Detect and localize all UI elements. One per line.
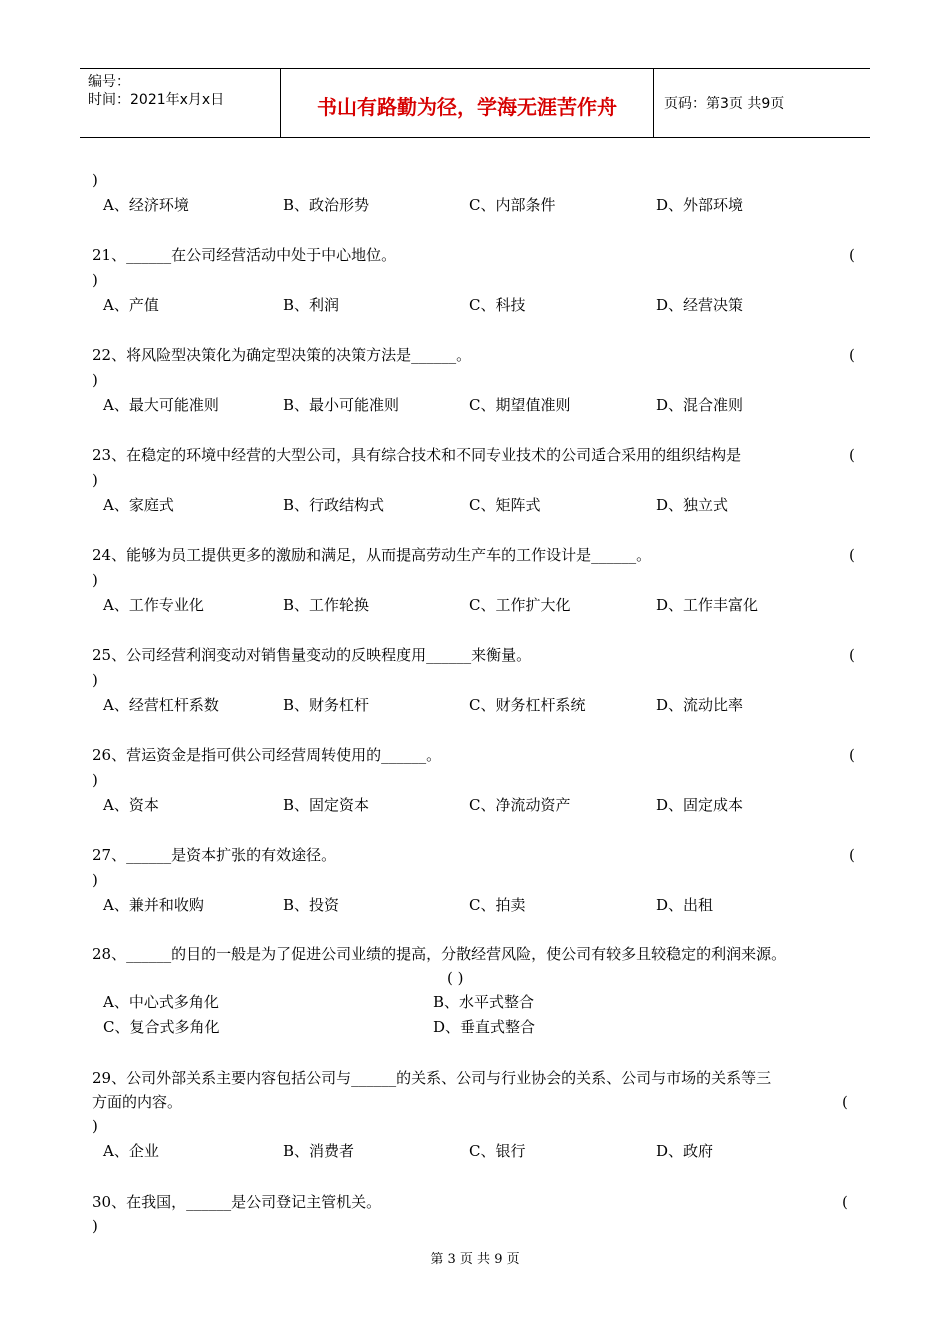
option-d: D、经营决策 (656, 296, 744, 314)
question-open-paren: ( (849, 346, 855, 364)
question-close-paren: ) (92, 1217, 98, 1235)
question-close-paren: ) (92, 871, 98, 889)
option-b: B、投资 (283, 896, 340, 914)
answer-parens: ( ) (447, 969, 464, 987)
question-text: 30、在我国，______是公司登记主管机关。 (92, 1193, 382, 1211)
option-b: B、最小可能准则 (283, 396, 400, 414)
option-b: B、固定资本 (283, 796, 370, 814)
question-text: 29、公司外部关系主要内容包括公司与______的关系、公司与行业协会的关系、公司与市场的关系等三 (92, 1069, 772, 1087)
question-text: 23、在稳定的环境中经营的大型公司，具有综合技术和不同专业技术的公司适合采用的组织结构是 (92, 446, 742, 464)
question-text: 24、能够为员工提供更多的激励和满足，从而提高劳动生产车的工作设计是______。 (92, 546, 652, 564)
option-a: A、最大可能准则 (103, 396, 219, 414)
question-text-continued: 方面的内容。 (92, 1093, 183, 1111)
option-a: A、企业 (103, 1142, 159, 1160)
question-close-paren: ) (92, 771, 98, 789)
option-b: B、工作轮换 (283, 596, 370, 614)
option-c: C、工作扩大化 (469, 596, 571, 614)
page-footer: 第 3 页 共 9 页 (430, 1252, 520, 1267)
option-b: B、行政结构式 (283, 496, 385, 514)
option-c: C、内部条件 (469, 196, 556, 214)
option-a: A、工作专业化 (103, 596, 204, 614)
header-page-cell (654, 69, 870, 137)
question-open-paren: ( (849, 746, 855, 764)
option-b: B、水平式整合 (433, 993, 535, 1011)
option-a: A、家庭式 (103, 496, 174, 514)
question-close-paren: ) (92, 371, 98, 389)
question-open-paren: ( (842, 1193, 848, 1211)
question-text: 21、______在公司经营活动中处于中心地位。 (92, 246, 397, 264)
option-b: B、政治形势 (283, 196, 370, 214)
question-open-paren: ( (849, 446, 855, 464)
question-open-paren: ( (849, 246, 855, 264)
question-close-paren: ) (92, 571, 98, 589)
time-label: 时间：2021年x月x日 (88, 92, 225, 108)
option-a: A、资本 (103, 796, 159, 814)
question-text: 28、______的目的一般是为了促进公司业绩的提高，分散经营风险，使公司有较多且较稳定的利润来源。 (92, 945, 787, 963)
question-close-paren: ) (92, 671, 98, 689)
option-d: D、垂直式整合 (433, 1018, 536, 1036)
option-d: D、出租 (656, 896, 714, 914)
option-a: A、经济环境 (103, 196, 189, 214)
question-text: 22、将风险型决策化为确定型决策的决策方法是______。 (92, 346, 472, 364)
option-a: A、产值 (103, 296, 159, 314)
option-d: D、流动比率 (656, 696, 744, 714)
motto: 书山有路勤为径，学海无涯苦作舟 (317, 95, 617, 119)
option-a: A、兼并和收购 (103, 896, 204, 914)
option-d: D、独立式 (656, 496, 729, 514)
option-d: D、工作丰富化 (656, 596, 759, 614)
header-meta-cell (80, 69, 281, 137)
option-c: C、拍卖 (469, 896, 526, 914)
option-d: D、政府 (656, 1142, 714, 1160)
option-d: D、固定成本 (656, 796, 744, 814)
header-motto-cell (281, 69, 654, 137)
option-c: C、期望值准则 (469, 396, 571, 414)
question-close-paren: ) (92, 1117, 98, 1135)
page-number-label: 页码：第3页 共9页 (664, 96, 785, 112)
option-b: B、财务杠杆 (283, 696, 370, 714)
option-a: A、经营杠杆系数 (103, 696, 219, 714)
question-text: 25、公司经营利润变动对销售量变动的反映程度用______来衡量。 (92, 646, 532, 664)
option-c: C、矩阵式 (469, 496, 541, 514)
question-open-paren: ( (849, 846, 855, 864)
option-c: C、财务杠杆系统 (469, 696, 586, 714)
option-c: C、银行 (469, 1142, 526, 1160)
question-text: 27、______是资本扩张的有效途径。 (92, 846, 337, 864)
question-close-paren: ) (92, 271, 98, 289)
question-close-paren: ) (92, 171, 98, 189)
question-close-paren: ) (92, 471, 98, 489)
option-c: C、净流动资产 (469, 796, 571, 814)
document-header (80, 68, 870, 138)
serial-number-label: 编号： (88, 74, 130, 90)
option-c: C、复合式多角化 (103, 1018, 220, 1036)
option-c: C、科技 (469, 296, 526, 314)
option-b: B、利润 (283, 296, 340, 314)
option-d: D、外部环境 (656, 196, 744, 214)
question-open-paren: ( (842, 1093, 848, 1111)
option-a: A、中心式多角化 (103, 993, 219, 1011)
option-b: B、消费者 (283, 1142, 355, 1160)
question-text: 26、营运资金是指可供公司经营周转使用的______。 (92, 746, 442, 764)
question-open-paren: ( (849, 646, 855, 664)
option-d: D、混合准则 (656, 396, 744, 414)
question-open-paren: ( (849, 546, 855, 564)
